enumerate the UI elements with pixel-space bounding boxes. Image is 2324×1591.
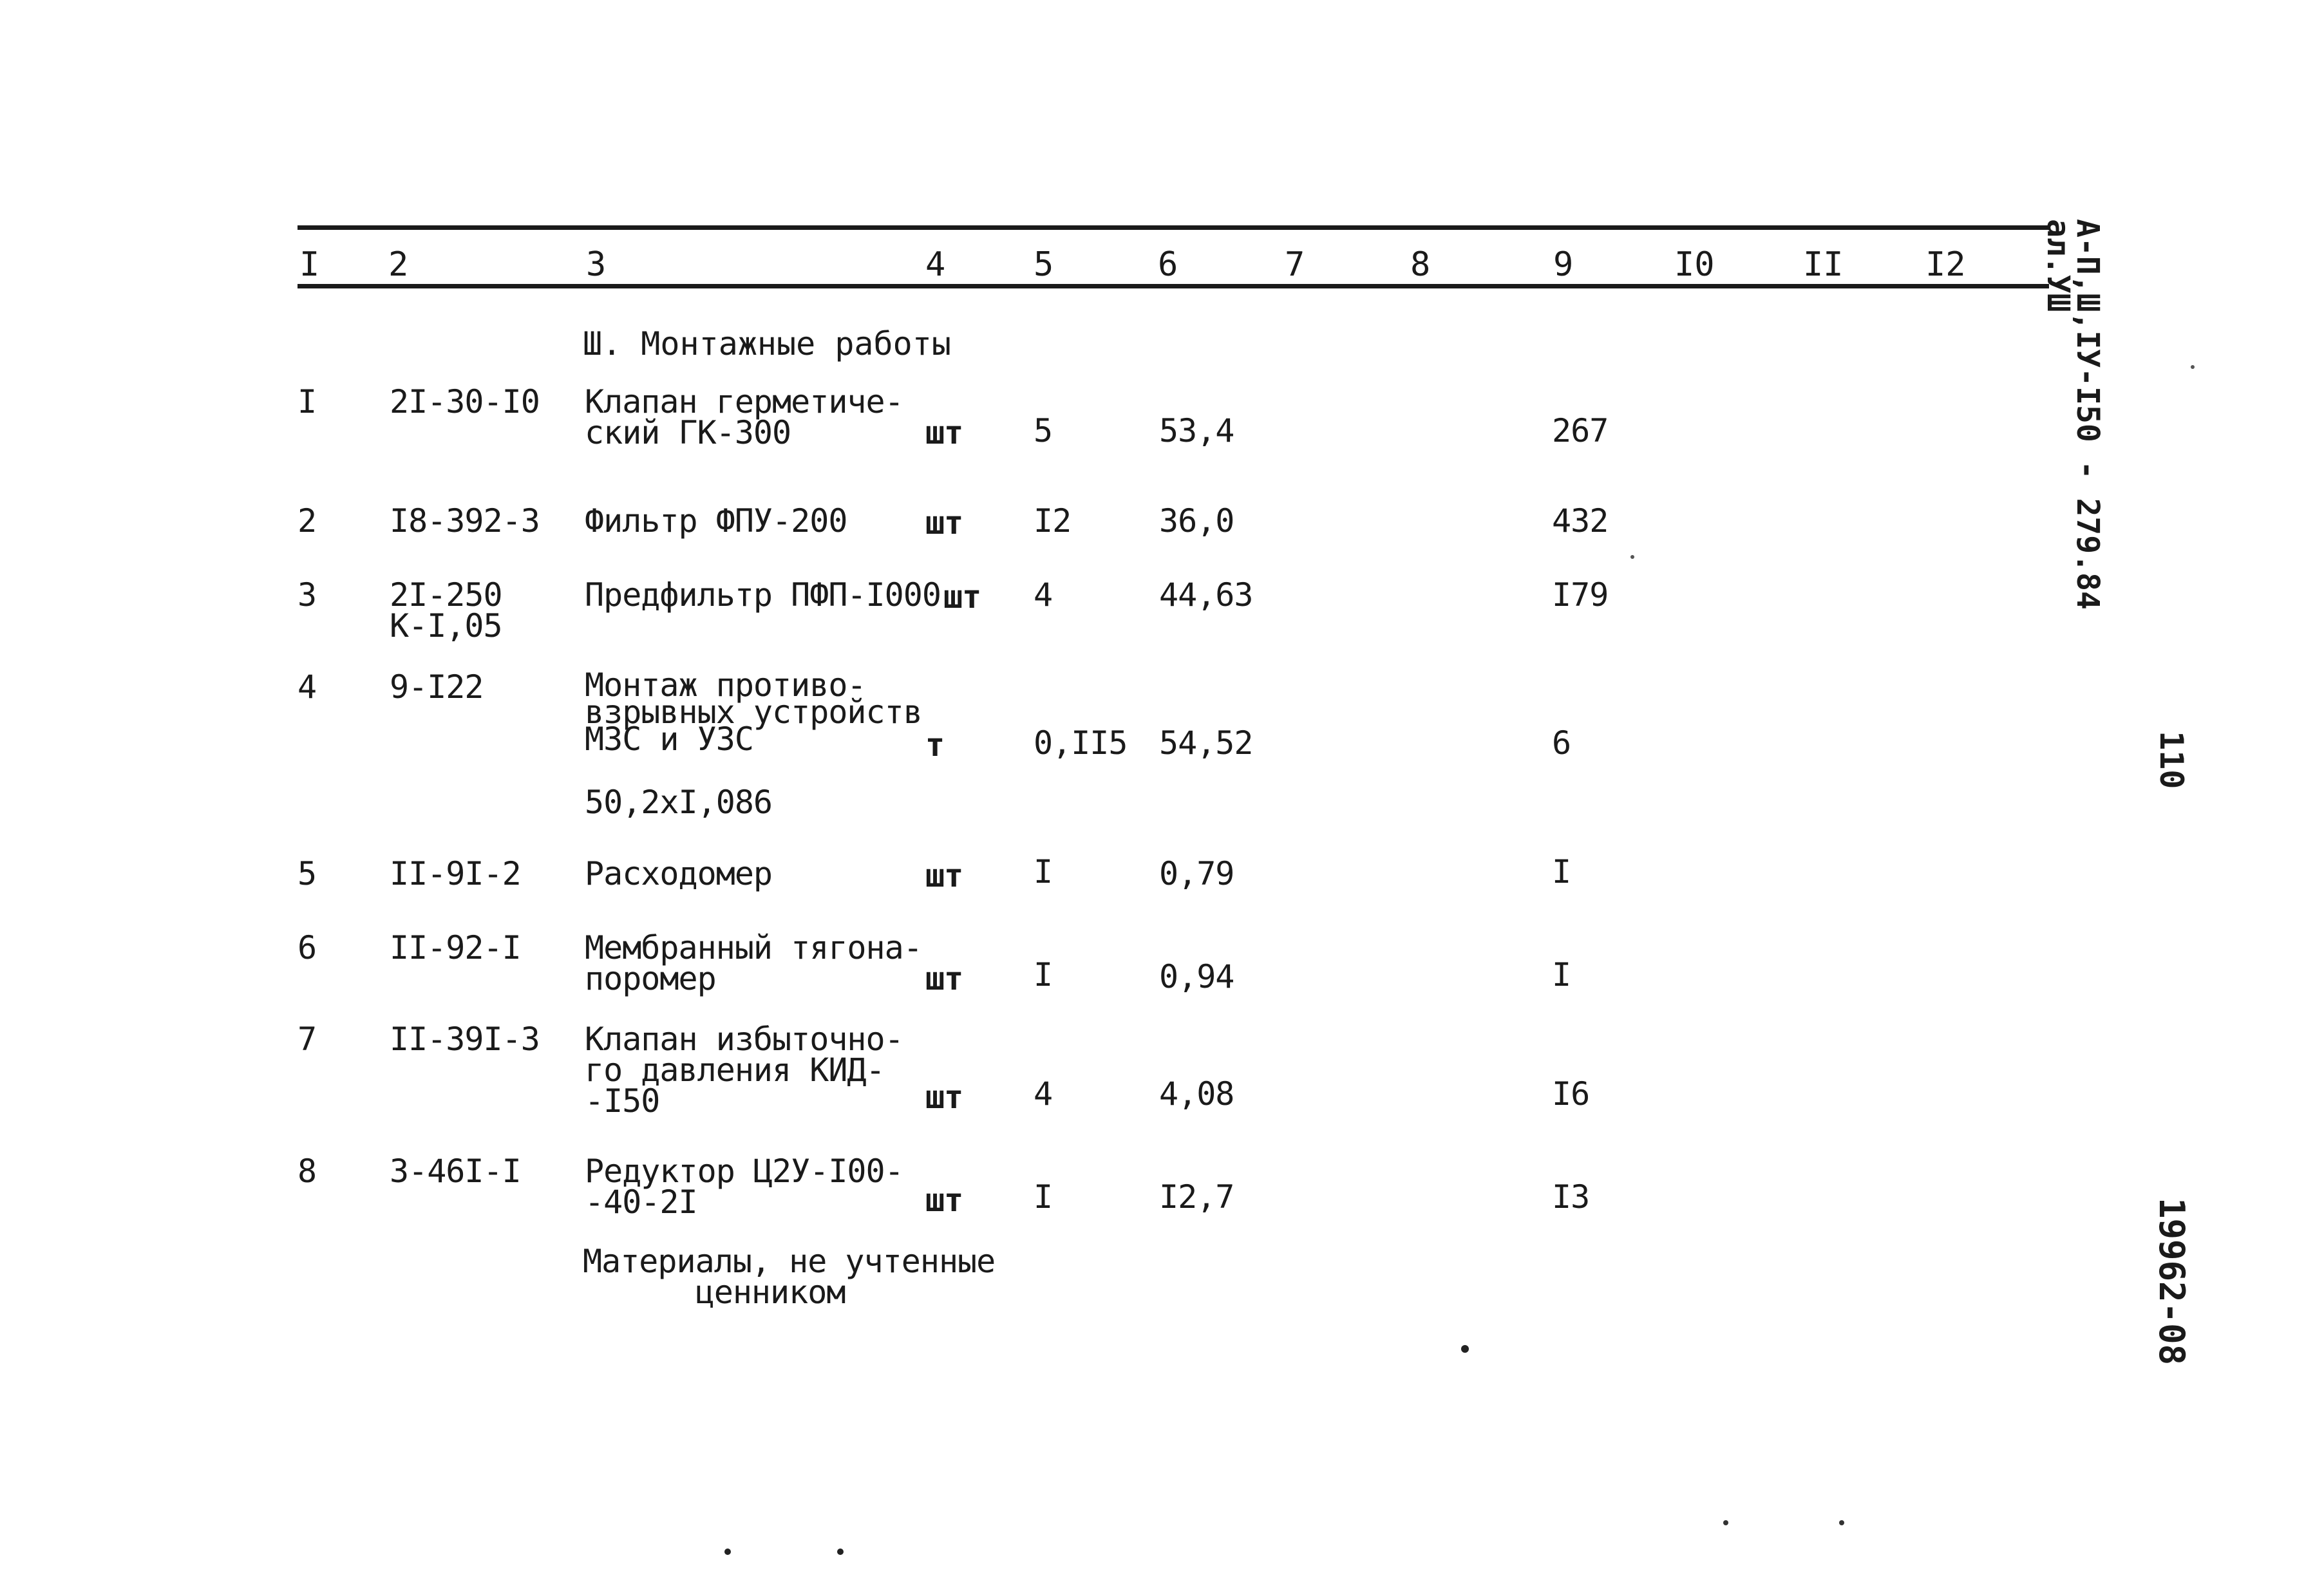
row-price: 36,0	[1159, 502, 1234, 540]
row-unit: шт	[925, 1078, 963, 1116]
row-price: 4,08	[1159, 1075, 1234, 1113]
row-price: 0,94	[1159, 958, 1234, 995]
col-header-11: II	[1803, 245, 1844, 284]
row-qty: 4	[1034, 576, 1053, 614]
row-number: 4	[298, 668, 317, 706]
speck	[724, 1549, 731, 1555]
col-header-4: 4	[925, 245, 946, 284]
col-header-7: 7	[1285, 245, 1305, 284]
row-total: I79	[1552, 576, 1609, 614]
col-header-9: 9	[1553, 245, 1574, 284]
row-note: 50,2хI,086	[585, 784, 773, 821]
row-name: Мембранный тягона- поромер	[585, 929, 922, 997]
page-number: 110	[2153, 731, 2190, 789]
footer-note: Материалы, не учтенные ценником	[583, 1243, 996, 1311]
row-price: 54,52	[1159, 724, 1253, 762]
row-name: Расходомер	[585, 855, 773, 892]
row-unit: шт	[943, 578, 981, 616]
col-header-2: 2	[388, 245, 409, 284]
row-code: 9-I22	[390, 668, 484, 706]
row-total: I6	[1552, 1075, 1590, 1113]
row-number: 7	[298, 1021, 317, 1058]
row-qty: I	[1034, 956, 1053, 993]
row-name: Предфильтр ПФП-I000	[585, 576, 941, 614]
row-unit: шт	[925, 857, 963, 894]
row-price: 44,63	[1159, 576, 1253, 614]
row-total: 6	[1552, 724, 1571, 762]
archive-number: 19962-08	[2151, 1198, 2192, 1366]
row-code: 2I-250 К-I,05	[390, 576, 502, 645]
speck	[1630, 555, 1634, 559]
col-header-10: I0	[1674, 245, 1715, 284]
row-qty: 0,II5	[1034, 724, 1128, 762]
row-number: 2	[298, 502, 317, 540]
row-name: Клапан герметиче- ский ГК-300	[585, 383, 903, 451]
row-unit: т	[925, 726, 945, 764]
row-qty: I	[1034, 1178, 1053, 1216]
row-price: I2,7	[1159, 1178, 1234, 1216]
row-total: 432	[1552, 502, 1609, 540]
row-unit: шт	[925, 414, 963, 451]
row-code: 2I-30-I0	[390, 383, 540, 420]
col-header-3: 3	[586, 245, 607, 284]
row-total: 267	[1552, 412, 1609, 449]
row-number: 5	[298, 855, 317, 892]
row-qty: I	[1034, 853, 1053, 890]
row-qty: 5	[1034, 412, 1053, 449]
row-total: I	[1552, 853, 1571, 890]
row-code: II-39I-3	[390, 1021, 540, 1058]
row-total: I3	[1552, 1178, 1590, 1216]
row-name: Монтаж противо- взрывных устройств МЗС и УЗС	[585, 666, 922, 758]
col-header-6: 6	[1158, 245, 1178, 284]
row-qty: I2	[1034, 502, 1072, 540]
col-header-12: I2	[1925, 245, 1966, 284]
row-number: I	[298, 383, 317, 420]
speck	[1723, 1520, 1728, 1525]
row-code: II-9I-2	[390, 855, 521, 892]
row-number: 8	[298, 1153, 317, 1190]
row-unit: шт	[925, 960, 963, 997]
section-title: Ш. Монтажные работы	[583, 325, 951, 362]
row-number: 6	[298, 929, 317, 966]
row-code: II-92-I	[390, 929, 521, 966]
speck	[2191, 365, 2195, 369]
row-code: I8-392-3	[390, 502, 540, 540]
row-unit: шт	[925, 504, 963, 541]
row-price: 0,79	[1159, 855, 1234, 892]
row-total: I	[1552, 956, 1571, 993]
col-header-5: 5	[1034, 245, 1054, 284]
row-number: 3	[298, 576, 317, 614]
col-header-8: 8	[1410, 245, 1431, 284]
speck	[1461, 1345, 1469, 1353]
row-name: Клапан избыточно- го давления КИД- -I50	[585, 1021, 903, 1120]
row-name: Фильтр ФПУ-200	[585, 502, 847, 540]
col-header-1: I	[299, 245, 320, 284]
row-code: 3-46I-I	[390, 1153, 521, 1190]
document-code: А-П,Ш,IУ-I50 - 279.84 ал.УШ	[2040, 219, 2106, 610]
row-name: Редуктор Ц2У-I00- -40-2I	[585, 1153, 903, 1221]
speck	[837, 1549, 844, 1555]
speck	[1839, 1520, 1844, 1525]
row-unit: шт	[925, 1181, 963, 1219]
row-qty: 4	[1034, 1075, 1053, 1113]
row-price: 53,4	[1159, 412, 1234, 449]
